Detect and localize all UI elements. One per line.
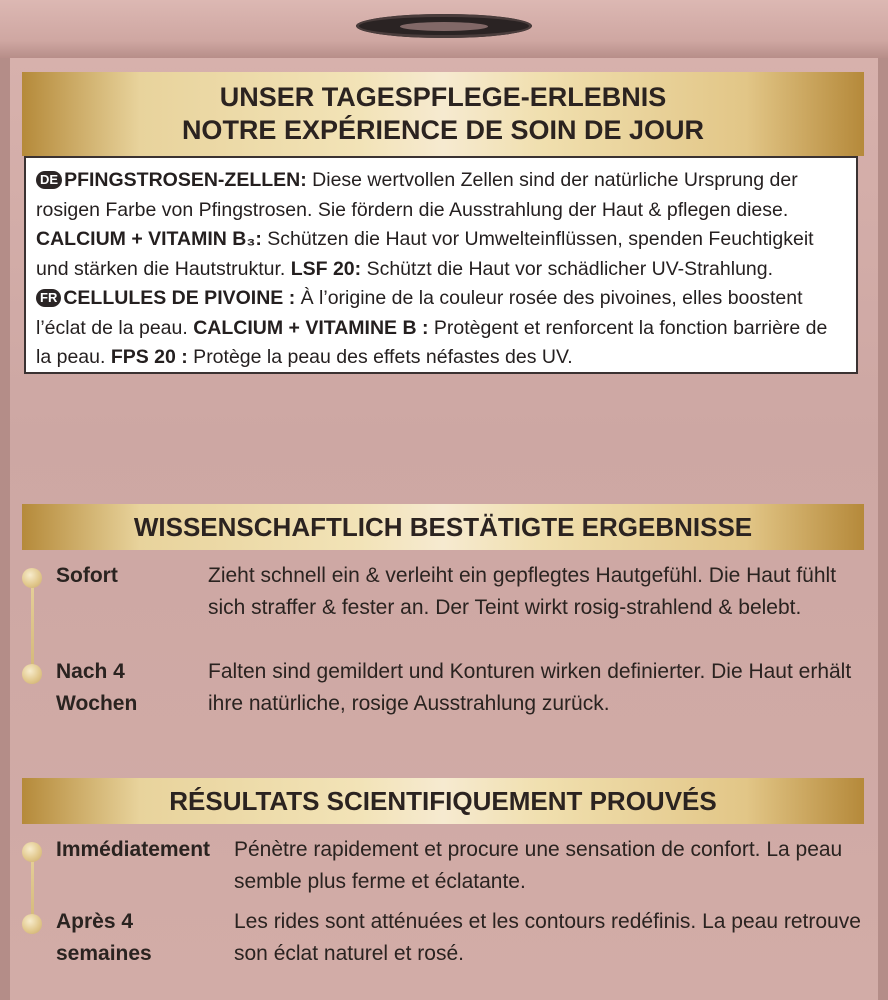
result-text: Les rides sont atténuées et les contours redéfinis. La peau retrouve son éclat naturel et rosé. (234, 910, 861, 965)
ingredients-panel (24, 156, 858, 374)
ingredient-calcium-vitamin-fr: CALCIUM + VITAMINE B : (193, 316, 429, 339)
result-label: Après 4 semaines (56, 910, 152, 965)
header-banner (22, 72, 864, 156)
ingredient-spf-fr: FPS 20 : (110, 346, 188, 368)
ingredient-calcium-vitamin-de: CALCIUM + VITAMIN B₃: (36, 228, 262, 250)
language-badge-de: DE (36, 171, 62, 189)
result-row (22, 834, 872, 906)
result-label: Nach 4 Wochen (56, 660, 138, 715)
timeline-dot-icon (22, 914, 42, 934)
ingredient-peony-cells-desc-fr: À l’origine de la couleur rosée des pivoines, elles boostent l’éclat de la peau. (36, 287, 803, 339)
ingredients-fr (36, 284, 846, 373)
results-fr-banner (22, 778, 864, 824)
ingredient-peony-cells-desc-de: Diese wertvollen Zellen sind der natürliche Ursprung der rosigen Farbe von Pfingstrosen. Sie fördern die Ausstrahlung der Haut & pflegen diese. (36, 169, 798, 221)
jar-cap (356, 14, 532, 38)
result-text: Pénètre rapidement et procure une sensation de confort. La peau semble plus ferme et éclatante. (234, 838, 843, 893)
timeline-dot-icon (22, 842, 42, 862)
results-fr-title: RÉSULTATS SCIENTIFIQUEMENT PROUVÉS (169, 785, 717, 816)
ingredient-spf-desc-de: Schützt die Haut vor schädlicher UV-Strahlung. (361, 257, 774, 280)
timeline-dot-icon (22, 664, 42, 684)
ingredient-calcium-vitamin-desc-fr: Protègent et renforcent la fonction barrière de la peau. (36, 316, 828, 368)
jar-lid-top (0, 0, 888, 58)
results-de-list (22, 560, 872, 720)
timeline-dot-icon (22, 568, 42, 588)
ingredient-peony-cells-fr: CELLULES DE PIVOINE : (63, 287, 296, 309)
result-row (22, 656, 872, 720)
result-label: Immédiatement (56, 838, 211, 861)
ingredient-spf-de: LSF 20: (290, 257, 362, 280)
ingredients-de (36, 166, 846, 284)
result-row (22, 560, 872, 656)
language-badge-fr: FR (36, 289, 61, 307)
result-row (22, 906, 872, 970)
results-de-banner (22, 504, 864, 550)
result-label: Sofort (56, 564, 118, 587)
results-de-title: WISSENSCHAFTLICH BESTÄTIGTE ERGEBNISSE (133, 511, 753, 542)
result-text: Falten sind gemildert und Konturen wirken definierter. Die Haut erhält ihre natürliche, rosige Ausstrahlung zurück. (208, 660, 852, 715)
header-title-de: UNSER TAGESPFLEGE-ERLEBNIS (219, 82, 667, 112)
ingredient-peony-cells-de: PFINGSTROSEN-ZELLEN: (64, 169, 307, 191)
header-title-fr: NOTRE EXPÉRIENCE DE SOIN DE JOUR (181, 115, 705, 145)
ingredient-calcium-vitamin-desc-de: Schützen die Haut vor Umwelteinflüssen, spenden Feuchtigkeit und stärken die Hautstruktur. (36, 228, 814, 280)
results-fr-list (22, 834, 872, 970)
result-text: Zieht schnell ein & verleiht ein gepflegtes Hautgefühl. Die Haut fühlt sich straffer & fester an. Der Teint wirkt rosig-strahlend & belebt. (208, 564, 837, 619)
ingredient-spf-desc-fr: Protège la peau des effets néfastes des UV. (187, 346, 573, 368)
